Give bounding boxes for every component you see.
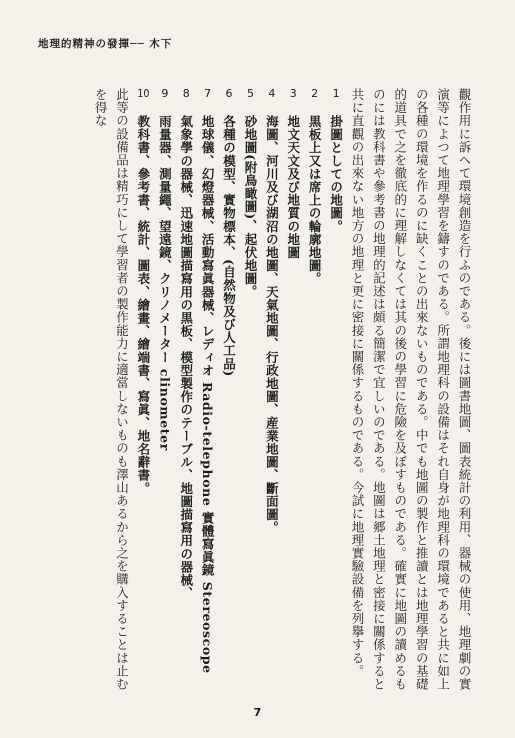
list-item	[240, 88, 261, 693]
item-text: 地球儀、幻燈器械、活動寫眞器械、レディオ Radio-telephone 實體寫眞鏡 Stereoscope	[200, 115, 216, 674]
equipment-list	[133, 88, 347, 693]
item-number: 4	[268, 88, 276, 99]
intro-paragraph: 觀作用に訴へて環境創造を行ふのである。後には圖書地圖、圖表統計の利用、器械の使用、地理劇の實演等によつて地理學習を鑄すのである。所謂地理科の設備はそれ自身が地理科の環境であると共に如上の各種の環境を作るのに缺くことの出來ないものである。中でも地圖の製作と推讀とは地理學習の基礎的道具で之を徹底的に理解しなくては其の後の學習に危險を及ぼすものである。確實に地圖の讀めるものには教科書や參考書の地理的記述は頗る簡潔で宜しいのである。地圖は郷土地理と密接に關係すると共に直觀の出來ない地方の地理と更に密接に關係するものである。今試に地理實驗設備を列擧する。	[349, 88, 472, 691]
list-item	[261, 88, 282, 693]
list-item	[175, 88, 196, 693]
item-text: 黒板上又は席上の輪廓地圖。	[307, 115, 323, 286]
closing-paragraph: 此等の設備品は精巧にして學習者の製作能力に適當しないものも澤山あるから之を購入することは止むを得な	[93, 88, 130, 691]
item-number: 10	[137, 88, 150, 99]
item-number: 5	[246, 88, 254, 99]
list-item	[325, 88, 346, 693]
item-text: 教科書、參考書、統計、圖表、繪畫、繪端書、寫眞、地名辭書。	[135, 115, 151, 495]
item-number: 9	[161, 88, 169, 99]
list-item	[154, 88, 175, 693]
item-text: 海圖、河川及び湖沼の地圖、天氣地圖、行政地圖、産業地圖、斷面圖。	[264, 115, 280, 535]
running-header: 地理的精神の發揮── 木下	[38, 38, 173, 50]
item-text: 砂地圖(附鳥瞰圖)、起伏地圖。	[242, 115, 258, 299]
list-item	[197, 88, 218, 693]
item-number: 8	[182, 88, 190, 99]
item-number: 1	[332, 88, 340, 99]
item-text: 各種の模型、實物標本、(自然物及び人工品)	[221, 115, 237, 377]
item-text: 掛圖としての地圖。	[328, 115, 344, 233]
list-item	[304, 88, 325, 693]
item-number: 2	[311, 88, 319, 99]
item-number: 7	[204, 88, 212, 99]
item-text: 雨量器、測量繩、望遠鏡、クリノメーター clinometer	[157, 115, 173, 451]
list-item	[218, 88, 239, 693]
vertical-body-text	[35, 88, 475, 693]
item-text: 氣象學の器械、迅速地圖描寫用の黒板、模型製作のテーブル、地圖描寫用の器械、	[178, 115, 194, 600]
item-number: 3	[289, 88, 297, 99]
item-text: 地文天文及び地質の地圖	[285, 115, 301, 260]
list-item	[282, 88, 303, 693]
item-number: 6	[225, 88, 233, 99]
list-item	[133, 88, 154, 693]
page-number: 7	[253, 706, 262, 719]
